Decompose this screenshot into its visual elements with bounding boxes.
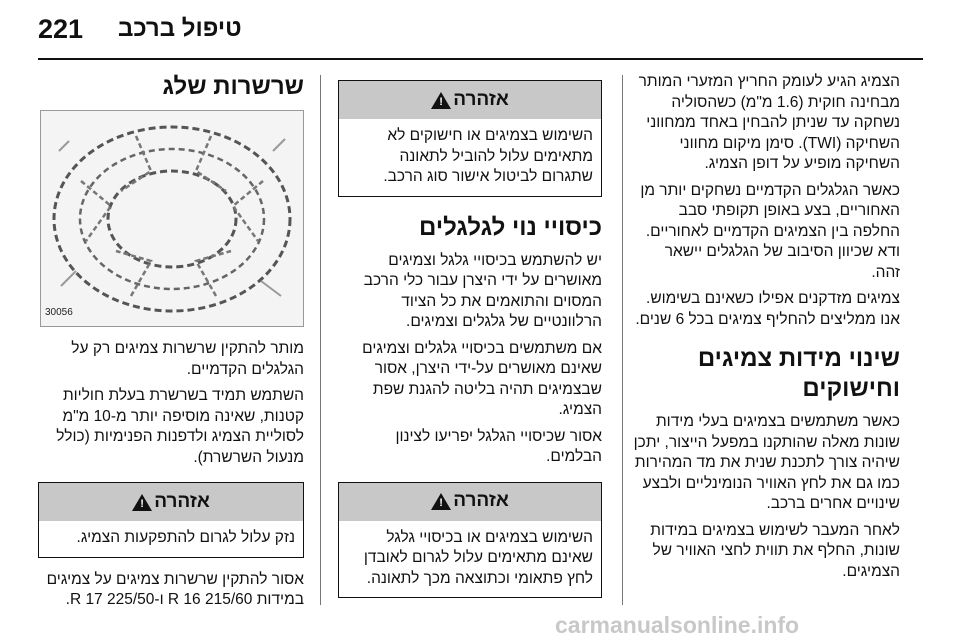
column-divider-right	[622, 75, 623, 605]
page-number: 221	[38, 14, 84, 44]
warning-box	[338, 482, 602, 599]
header-rule	[38, 58, 923, 60]
right-column	[632, 72, 900, 588]
page-header	[38, 14, 268, 54]
middle-column	[338, 72, 602, 610]
paragraph: צמיגים מזדקנים אפילו כשאינם בשימוש. אנו ממליצים להחליף צמיגים בכל 6 שנים.	[635, 290, 900, 328]
warning-header	[39, 483, 303, 521]
warning-title: אזהרה	[453, 88, 509, 110]
paragraph: לאחר המעבר לשימוש בצמיגים במידות שונות, החלף את תווית לחצי האוויר של הצמיגים.	[650, 521, 900, 580]
paragraph: יש להשתמש בכיסויי גלגל וצמיגים מאושרים על ידי היצרן עבור כלי הרכב המסוים והתואמים את כל הציוד הרלוונטיים של גלגלים וצמיגים.	[363, 251, 602, 330]
paragraph: אסור להתקין שרשרות צמיגים על צמיגים במידות 215/60 R 16 ו-225/50 R 17.	[46, 570, 304, 608]
paragraph: מותר להתקין שרשרות צמיגים רק על הגלגלים הקדמיים.	[71, 340, 304, 378]
warning-box	[38, 482, 304, 558]
paragraph: כאשר משתמשים בצמיגים בעלי מידות שונות מאלה שהותקנו במפעל הייצור, יתכן שיהיה צורך לתכנת שנית את מד המהירות כמו גם את לחץ האוויר הנומינליים ולבצע שינויים אחרים ברכב.	[633, 413, 900, 512]
warning-triangle-icon	[431, 92, 451, 109]
warning-box	[338, 80, 602, 197]
paragraph: אסור שכיסויי הגלגל יפריעו לצינון הבלמים.	[395, 427, 602, 465]
heading-wheel-covers: כיסויי נוי לגלגלים	[419, 213, 602, 241]
figure-code: 30056	[45, 306, 73, 318]
warning-title: אזהרה	[154, 490, 210, 512]
warning-text: נזק עלול לגרום להתפקעות הצמיג.	[76, 529, 295, 546]
paragraph: אם משתמשים בכיסויי גלגלים וצמיגים שאינם מאושרים על-ידי היצרן, אסור שבצמיגים תהיה בליטה להגנת שפת הצמיג.	[362, 339, 602, 418]
left-column	[38, 72, 304, 617]
warning-text: השימוש בצמיגים או בכיסויי גלגל שאינם מתאימים עלול לגרום לאובדן לחץ פתאומי וכתוצאה מכך לתאונה.	[363, 528, 593, 587]
paragraph: הצמיג הגיע לעומק החריץ המזערי המותר מבחינה חוקית (1.6 מ"מ) כשהסוליה נשחקה עד שניתן להבחין באחד ממחווני השחיקה (TWI). סימן מיקום מחווני השחיקה מופיע על דופן הצמיג.	[638, 73, 900, 172]
watermark: carmanualsonline.info	[555, 612, 800, 638]
heading-snow-chains: שרשרות שלג	[162, 73, 304, 100]
paragraph: כאשר הגלגלים הקדמיים נשחקים יותר מן האחוריים, בצע באופן תקופתי סבב החלפה בין הצמיגים הקדמיים לאחוריים. ודא שכיוון הסיבוב של הגלגלים יישאר זהה.	[640, 181, 900, 281]
column-divider-left	[320, 75, 321, 605]
heading-tire-size-change: שינוי מידות צמיגים וחישוקים	[697, 345, 900, 402]
warning-triangle-icon	[132, 494, 152, 511]
warning-title: אזהרה	[453, 490, 509, 512]
paragraph: השתמש תמיד בשרשרת בעלת חוליות קטנות, שאינה מוסיפה יותר מ-10 מ"מ לסוליית הצמיג ולדפנות הפנימיות (כולל מנעול השרשרת).	[56, 387, 304, 466]
section-title: טיפול ברכב	[118, 15, 242, 42]
warning-header	[339, 483, 601, 521]
snow-chain-drawing	[41, 111, 303, 326]
warning-triangle-icon	[431, 493, 451, 510]
snow-chain-illustration	[40, 110, 304, 327]
warning-text: השימוש בצמיגים או חישוקים לא מתאימים עלול להוביל לתאונה שתגרום לביטול אישור סוג הרכב.	[383, 127, 593, 185]
warning-header	[339, 81, 601, 119]
